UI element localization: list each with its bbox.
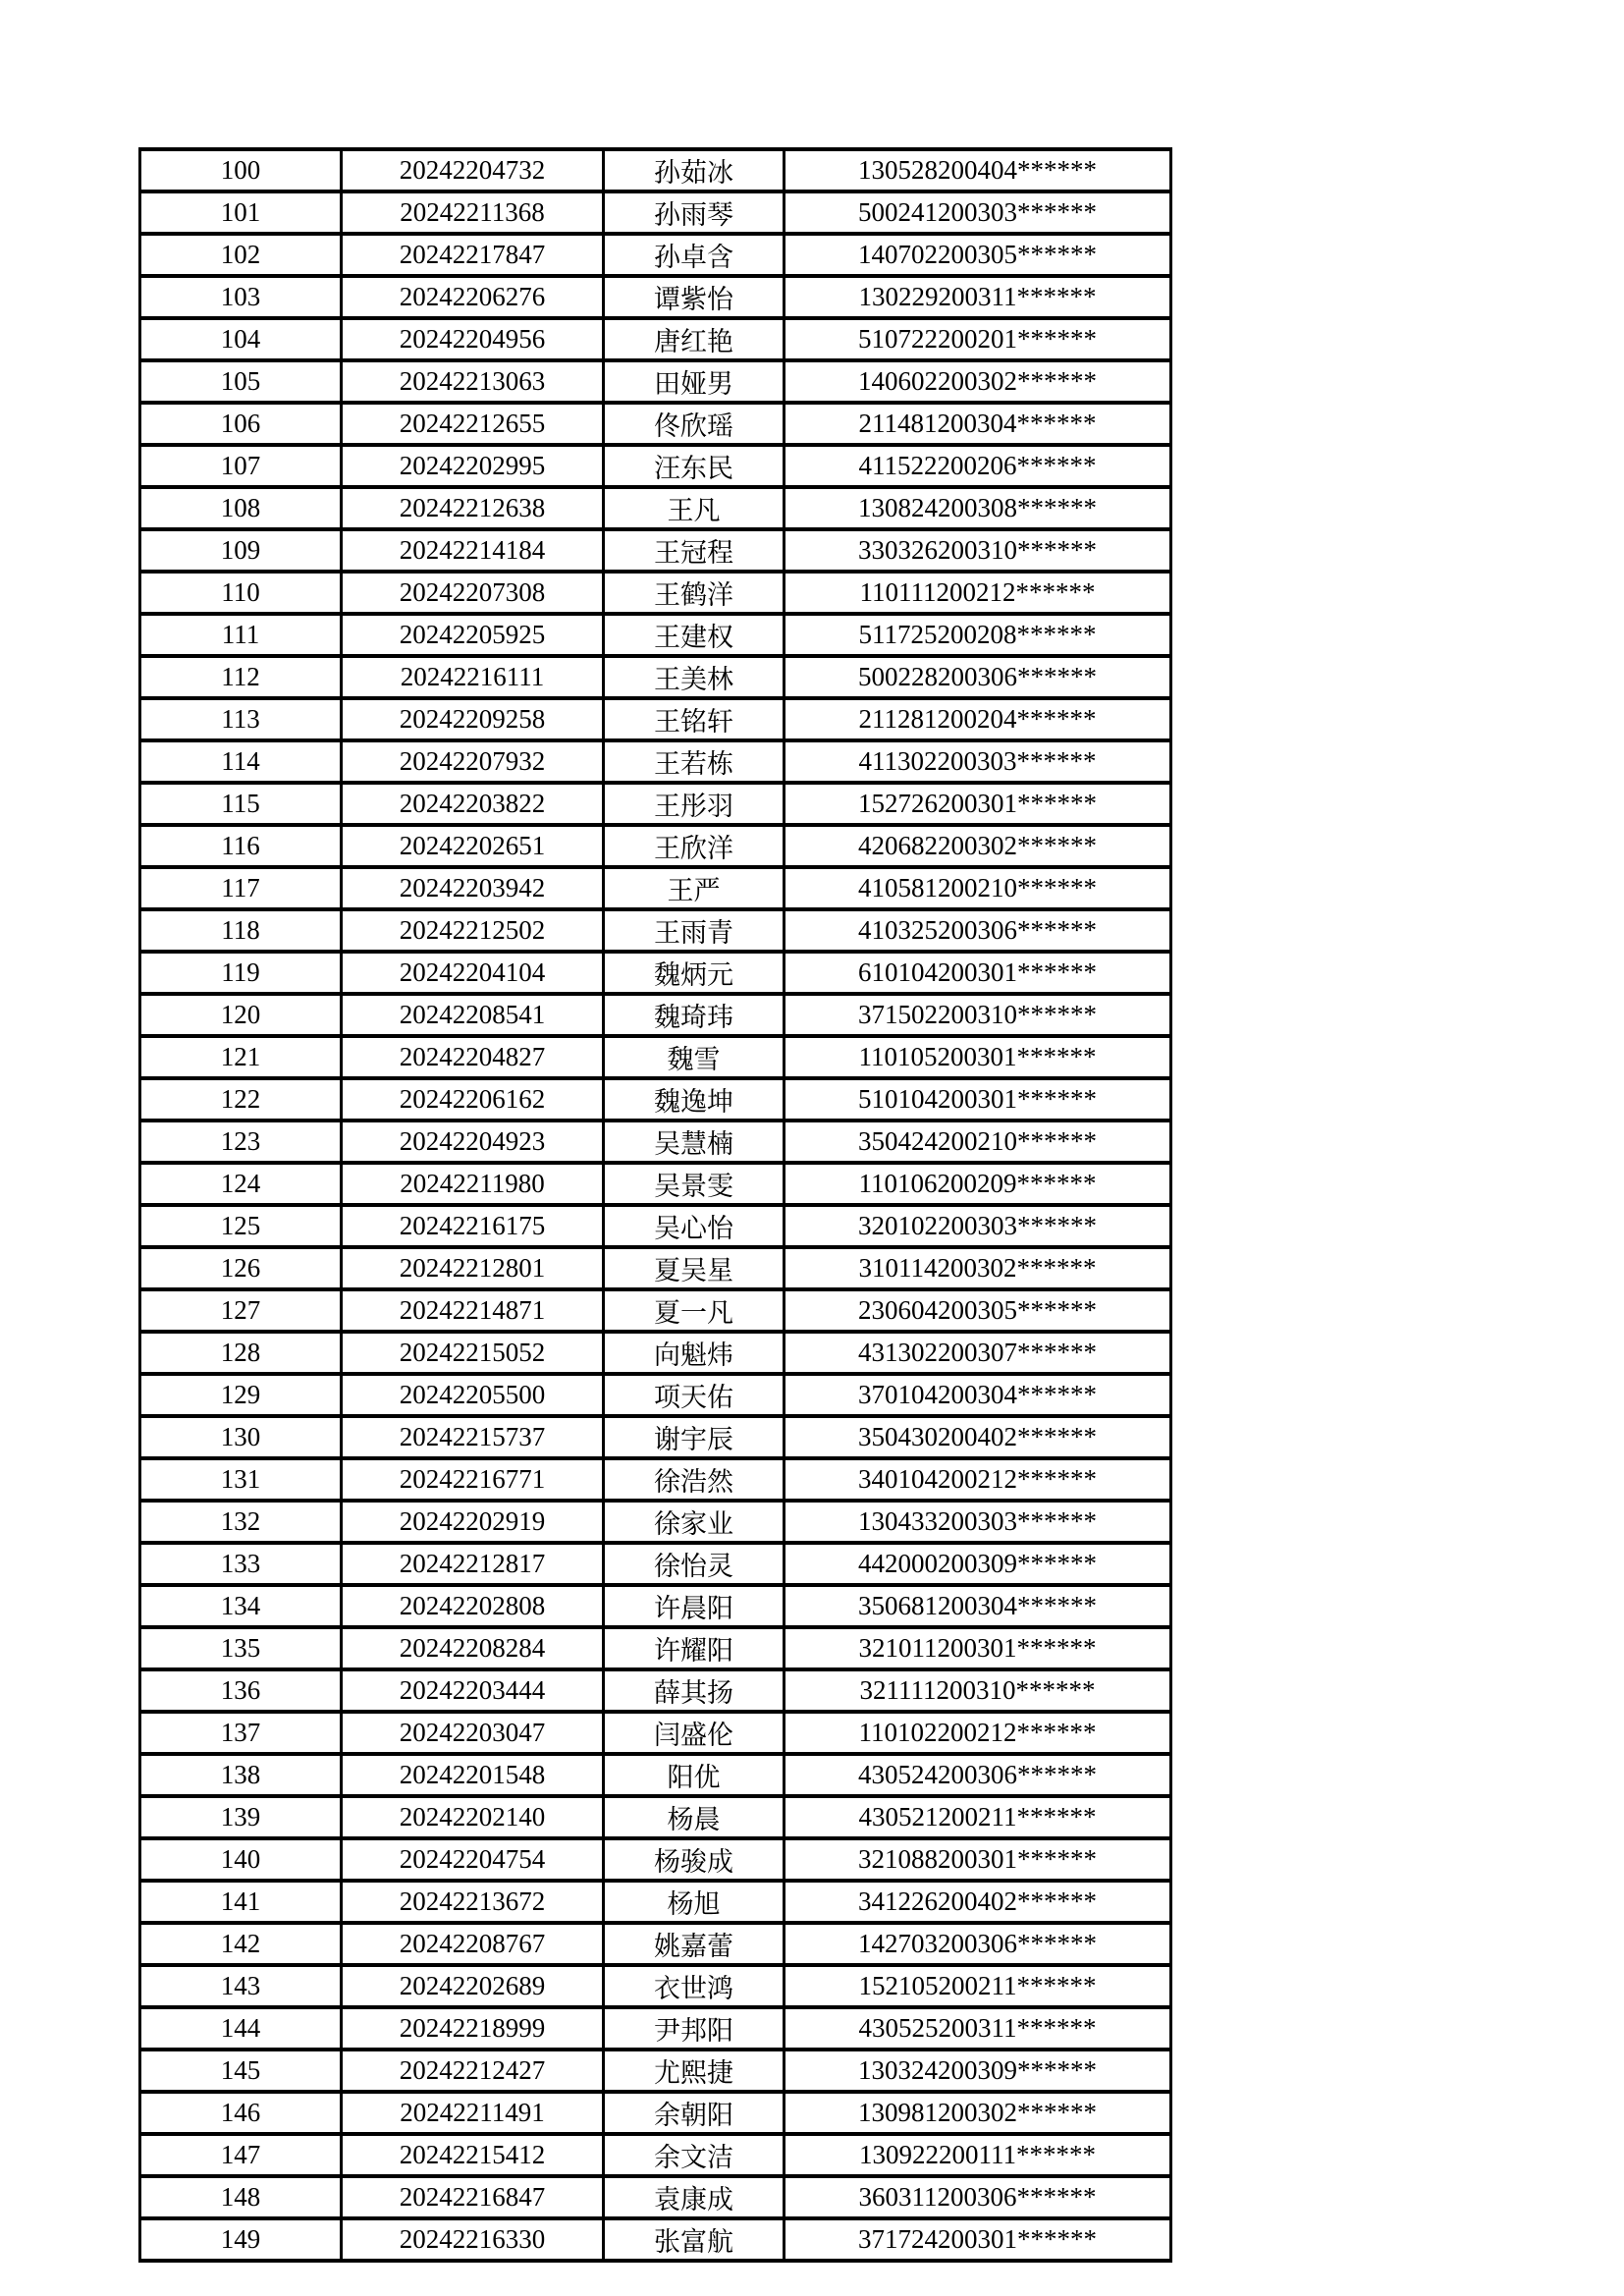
cell-registration-number: 20242203942 xyxy=(342,867,604,909)
cell-name: 孙卓含 xyxy=(604,234,785,276)
cell-id-number: 142703200306****** xyxy=(785,1923,1171,1965)
cell-registration-number: 20242202689 xyxy=(342,1965,604,2007)
cell-index: 144 xyxy=(140,2007,342,2050)
cell-id-number: 610104200301****** xyxy=(785,952,1171,994)
cell-id-number: 110111200212****** xyxy=(785,572,1171,614)
table-row xyxy=(140,1881,1171,1923)
table-row xyxy=(140,1458,1171,1501)
cell-index: 130 xyxy=(140,1416,342,1458)
cell-index: 101 xyxy=(140,191,342,234)
cell-index: 139 xyxy=(140,1796,342,1838)
cell-name: 王严 xyxy=(604,867,785,909)
table-row xyxy=(140,1923,1171,1965)
cell-index: 136 xyxy=(140,1669,342,1712)
cell-index: 125 xyxy=(140,1205,342,1247)
cell-name: 王欣洋 xyxy=(604,825,785,867)
roster-table-body xyxy=(140,149,1171,2261)
cell-name: 吴景雯 xyxy=(604,1163,785,1205)
table-row xyxy=(140,1163,1171,1205)
cell-index: 126 xyxy=(140,1247,342,1289)
table-row xyxy=(140,487,1171,529)
cell-name: 许耀阳 xyxy=(604,1627,785,1669)
cell-index: 129 xyxy=(140,1374,342,1416)
cell-id-number: 371724200301****** xyxy=(785,2218,1171,2261)
table-row xyxy=(140,994,1171,1036)
cell-index: 140 xyxy=(140,1838,342,1881)
table-row xyxy=(140,825,1171,867)
cell-id-number: 350681200304****** xyxy=(785,1585,1171,1627)
cell-name: 田娅男 xyxy=(604,360,785,403)
cell-registration-number: 20242216847 xyxy=(342,2176,604,2218)
cell-name: 杨旭 xyxy=(604,1881,785,1923)
cell-index: 149 xyxy=(140,2218,342,2261)
cell-id-number: 211481200304****** xyxy=(785,403,1171,445)
cell-registration-number: 20242206276 xyxy=(342,276,604,318)
cell-id-number: 110106200209****** xyxy=(785,1163,1171,1205)
cell-registration-number: 20242216771 xyxy=(342,1458,604,1501)
cell-id-number: 411522200206****** xyxy=(785,445,1171,487)
table-row xyxy=(140,2007,1171,2050)
table-row xyxy=(140,1669,1171,1712)
table-row xyxy=(140,2134,1171,2176)
cell-index: 146 xyxy=(140,2092,342,2134)
cell-index: 112 xyxy=(140,656,342,698)
table-row xyxy=(140,1036,1171,1078)
cell-registration-number: 20242214184 xyxy=(342,529,604,572)
cell-registration-number: 20242208284 xyxy=(342,1627,604,1669)
cell-registration-number: 20242215412 xyxy=(342,2134,604,2176)
cell-index: 131 xyxy=(140,1458,342,1501)
cell-index: 106 xyxy=(140,403,342,445)
cell-registration-number: 20242202808 xyxy=(342,1585,604,1627)
cell-id-number: 321111200310****** xyxy=(785,1669,1171,1712)
cell-id-number: 152105200211****** xyxy=(785,1965,1171,2007)
table-row xyxy=(140,698,1171,740)
cell-id-number: 130528200404****** xyxy=(785,149,1171,191)
cell-index: 137 xyxy=(140,1712,342,1754)
cell-name: 王凡 xyxy=(604,487,785,529)
cell-id-number: 420682200302****** xyxy=(785,825,1171,867)
cell-id-number: 430521200211****** xyxy=(785,1796,1171,1838)
cell-name: 许晨阳 xyxy=(604,1585,785,1627)
cell-name: 王鹤洋 xyxy=(604,572,785,614)
cell-index: 128 xyxy=(140,1332,342,1374)
cell-id-number: 230604200305****** xyxy=(785,1289,1171,1332)
cell-registration-number: 20242204827 xyxy=(342,1036,604,1078)
cell-id-number: 430525200311****** xyxy=(785,2007,1171,2050)
cell-name: 姚嘉蕾 xyxy=(604,1923,785,1965)
cell-name: 吴慧楠 xyxy=(604,1121,785,1163)
cell-name: 佟欣瑶 xyxy=(604,403,785,445)
table-row xyxy=(140,2050,1171,2092)
cell-name: 唐红艳 xyxy=(604,318,785,360)
cell-registration-number: 20242208767 xyxy=(342,1923,604,1965)
cell-registration-number: 20242212427 xyxy=(342,2050,604,2092)
table-row xyxy=(140,445,1171,487)
table-row xyxy=(140,1289,1171,1332)
table-row xyxy=(140,1627,1171,1669)
cell-index: 132 xyxy=(140,1501,342,1543)
cell-name: 谢宇辰 xyxy=(604,1416,785,1458)
cell-name: 孙雨琴 xyxy=(604,191,785,234)
cell-name: 张富航 xyxy=(604,2218,785,2261)
table-row xyxy=(140,952,1171,994)
cell-index: 117 xyxy=(140,867,342,909)
cell-registration-number: 20242207308 xyxy=(342,572,604,614)
cell-id-number: 310114200302****** xyxy=(785,1247,1171,1289)
table-row xyxy=(140,1543,1171,1585)
cell-name: 尤熙捷 xyxy=(604,2050,785,2092)
cell-registration-number: 20242204104 xyxy=(342,952,604,994)
table-row xyxy=(140,360,1171,403)
cell-name: 汪东民 xyxy=(604,445,785,487)
cell-name: 薛其扬 xyxy=(604,1669,785,1712)
cell-index: 104 xyxy=(140,318,342,360)
cell-registration-number: 20242209258 xyxy=(342,698,604,740)
cell-id-number: 350424200210****** xyxy=(785,1121,1171,1163)
cell-id-number: 341226200402****** xyxy=(785,1881,1171,1923)
cell-registration-number: 20242213672 xyxy=(342,1881,604,1923)
cell-registration-number: 20242212801 xyxy=(342,1247,604,1289)
cell-registration-number: 20242212638 xyxy=(342,487,604,529)
cell-registration-number: 20242202995 xyxy=(342,445,604,487)
cell-name: 闫盛伦 xyxy=(604,1712,785,1754)
table-row xyxy=(140,740,1171,783)
table-row xyxy=(140,2218,1171,2261)
cell-registration-number: 20242216330 xyxy=(342,2218,604,2261)
cell-index: 124 xyxy=(140,1163,342,1205)
cell-index: 114 xyxy=(140,740,342,783)
cell-registration-number: 20242204754 xyxy=(342,1838,604,1881)
table-row xyxy=(140,867,1171,909)
cell-id-number: 510104200301****** xyxy=(785,1078,1171,1121)
cell-index: 111 xyxy=(140,614,342,656)
cell-registration-number: 20242203822 xyxy=(342,783,604,825)
table-row xyxy=(140,1374,1171,1416)
cell-id-number: 152726200301****** xyxy=(785,783,1171,825)
cell-name: 向魁炜 xyxy=(604,1332,785,1374)
cell-id-number: 510722200201****** xyxy=(785,318,1171,360)
table-row xyxy=(140,234,1171,276)
cell-index: 100 xyxy=(140,149,342,191)
cell-id-number: 130824200308****** xyxy=(785,487,1171,529)
table-row xyxy=(140,1754,1171,1796)
cell-registration-number: 20242205925 xyxy=(342,614,604,656)
table-row xyxy=(140,1078,1171,1121)
cell-id-number: 140602200302****** xyxy=(785,360,1171,403)
cell-index: 105 xyxy=(140,360,342,403)
cell-registration-number: 20242213063 xyxy=(342,360,604,403)
cell-name: 徐浩然 xyxy=(604,1458,785,1501)
cell-id-number: 442000200309****** xyxy=(785,1543,1171,1585)
cell-registration-number: 20242206162 xyxy=(342,1078,604,1121)
cell-index: 109 xyxy=(140,529,342,572)
table-row xyxy=(140,656,1171,698)
table-row xyxy=(140,1585,1171,1627)
cell-registration-number: 20242212502 xyxy=(342,909,604,952)
roster-table xyxy=(138,147,1172,2263)
cell-index: 119 xyxy=(140,952,342,994)
cell-name: 谭紫怡 xyxy=(604,276,785,318)
cell-id-number: 410325200306****** xyxy=(785,909,1171,952)
cell-index: 108 xyxy=(140,487,342,529)
table-row xyxy=(140,403,1171,445)
cell-registration-number: 20242201548 xyxy=(342,1754,604,1796)
table-row xyxy=(140,614,1171,656)
table-row xyxy=(140,1121,1171,1163)
cell-name: 余文洁 xyxy=(604,2134,785,2176)
cell-index: 135 xyxy=(140,1627,342,1669)
table-row xyxy=(140,1416,1171,1458)
cell-name: 王美林 xyxy=(604,656,785,698)
cell-name: 孙茹冰 xyxy=(604,149,785,191)
cell-name: 王铭轩 xyxy=(604,698,785,740)
cell-id-number: 130433200303****** xyxy=(785,1501,1171,1543)
cell-name: 杨骏成 xyxy=(604,1838,785,1881)
cell-registration-number: 20242202919 xyxy=(342,1501,604,1543)
cell-registration-number: 20242212817 xyxy=(342,1543,604,1585)
cell-registration-number: 20242208541 xyxy=(342,994,604,1036)
cell-name: 吴心怡 xyxy=(604,1205,785,1247)
cell-name: 徐家业 xyxy=(604,1501,785,1543)
cell-registration-number: 20242214871 xyxy=(342,1289,604,1332)
cell-id-number: 140702200305****** xyxy=(785,234,1171,276)
table-row xyxy=(140,1205,1171,1247)
cell-name: 夏一凡 xyxy=(604,1289,785,1332)
cell-id-number: 360311200306****** xyxy=(785,2176,1171,2218)
cell-name: 夏吴星 xyxy=(604,1247,785,1289)
cell-name: 魏逸坤 xyxy=(604,1078,785,1121)
cell-index: 147 xyxy=(140,2134,342,2176)
table-row xyxy=(140,1965,1171,2007)
cell-id-number: 110102200212****** xyxy=(785,1712,1171,1754)
cell-registration-number: 20242216175 xyxy=(342,1205,604,1247)
cell-registration-number: 20242203444 xyxy=(342,1669,604,1712)
table-row xyxy=(140,1332,1171,1374)
table-row xyxy=(140,276,1171,318)
cell-registration-number: 20242212655 xyxy=(342,403,604,445)
cell-index: 103 xyxy=(140,276,342,318)
cell-id-number: 411302200303****** xyxy=(785,740,1171,783)
cell-id-number: 430524200306****** xyxy=(785,1754,1171,1796)
cell-registration-number: 20242203047 xyxy=(342,1712,604,1754)
table-row xyxy=(140,1838,1171,1881)
table-row xyxy=(140,2176,1171,2218)
table-row xyxy=(140,318,1171,360)
cell-index: 122 xyxy=(140,1078,342,1121)
cell-id-number: 330326200310****** xyxy=(785,529,1171,572)
cell-registration-number: 20242216111 xyxy=(342,656,604,698)
cell-registration-number: 20242215052 xyxy=(342,1332,604,1374)
cell-registration-number: 20242218999 xyxy=(342,2007,604,2050)
table-row xyxy=(140,1247,1171,1289)
cell-registration-number: 20242211980 xyxy=(342,1163,604,1205)
cell-name: 袁康成 xyxy=(604,2176,785,2218)
cell-id-number: 370104200304****** xyxy=(785,1374,1171,1416)
cell-name: 王建权 xyxy=(604,614,785,656)
cell-registration-number: 20242204923 xyxy=(342,1121,604,1163)
cell-registration-number: 20242207932 xyxy=(342,740,604,783)
cell-id-number: 130229200311****** xyxy=(785,276,1171,318)
table-row xyxy=(140,783,1171,825)
cell-name: 王冠程 xyxy=(604,529,785,572)
cell-index: 116 xyxy=(140,825,342,867)
cell-name: 王彤羽 xyxy=(604,783,785,825)
cell-registration-number: 20242204956 xyxy=(342,318,604,360)
cell-id-number: 431302200307****** xyxy=(785,1332,1171,1374)
cell-index: 121 xyxy=(140,1036,342,1078)
cell-name: 魏雪 xyxy=(604,1036,785,1078)
cell-registration-number: 20242211491 xyxy=(342,2092,604,2134)
cell-name: 徐怡灵 xyxy=(604,1543,785,1585)
cell-index: 120 xyxy=(140,994,342,1036)
cell-name: 项天佑 xyxy=(604,1374,785,1416)
cell-id-number: 320102200303****** xyxy=(785,1205,1171,1247)
cell-id-number: 211281200204****** xyxy=(785,698,1171,740)
cell-id-number: 130981200302****** xyxy=(785,2092,1171,2134)
cell-registration-number: 20242215737 xyxy=(342,1416,604,1458)
cell-registration-number: 20242202651 xyxy=(342,825,604,867)
cell-index: 138 xyxy=(140,1754,342,1796)
cell-index: 141 xyxy=(140,1881,342,1923)
cell-name: 尹邦阳 xyxy=(604,2007,785,2050)
cell-index: 118 xyxy=(140,909,342,952)
cell-name: 余朝阳 xyxy=(604,2092,785,2134)
cell-name: 魏琦玮 xyxy=(604,994,785,1036)
table-row xyxy=(140,1501,1171,1543)
cell-index: 134 xyxy=(140,1585,342,1627)
cell-index: 133 xyxy=(140,1543,342,1585)
table-row xyxy=(140,1796,1171,1838)
table-row xyxy=(140,1712,1171,1754)
cell-index: 123 xyxy=(140,1121,342,1163)
cell-registration-number: 20242204732 xyxy=(342,149,604,191)
cell-index: 142 xyxy=(140,1923,342,1965)
cell-index: 110 xyxy=(140,572,342,614)
table-row xyxy=(140,572,1171,614)
cell-id-number: 350430200402****** xyxy=(785,1416,1171,1458)
cell-name: 阳优 xyxy=(604,1754,785,1796)
cell-id-number: 110105200301****** xyxy=(785,1036,1171,1078)
table-row xyxy=(140,2092,1171,2134)
cell-index: 102 xyxy=(140,234,342,276)
cell-id-number: 371502200310****** xyxy=(785,994,1171,1036)
table-row xyxy=(140,149,1171,191)
cell-id-number: 500241200303****** xyxy=(785,191,1171,234)
cell-registration-number: 20242217847 xyxy=(342,234,604,276)
cell-registration-number: 20242211368 xyxy=(342,191,604,234)
cell-registration-number: 20242202140 xyxy=(342,1796,604,1838)
cell-name: 杨晨 xyxy=(604,1796,785,1838)
cell-index: 143 xyxy=(140,1965,342,2007)
cell-id-number: 321011200301****** xyxy=(785,1627,1171,1669)
cell-index: 115 xyxy=(140,783,342,825)
cell-index: 127 xyxy=(140,1289,342,1332)
cell-index: 107 xyxy=(140,445,342,487)
cell-index: 145 xyxy=(140,2050,342,2092)
table-row xyxy=(140,529,1171,572)
cell-id-number: 340104200212****** xyxy=(785,1458,1171,1501)
cell-id-number: 321088200301****** xyxy=(785,1838,1171,1881)
cell-index: 113 xyxy=(140,698,342,740)
cell-id-number: 511725200208****** xyxy=(785,614,1171,656)
cell-id-number: 130922200111****** xyxy=(785,2134,1171,2176)
cell-id-number: 410581200210****** xyxy=(785,867,1171,909)
cell-id-number: 500228200306****** xyxy=(785,656,1171,698)
cell-index: 148 xyxy=(140,2176,342,2218)
cell-name: 魏炳元 xyxy=(604,952,785,994)
cell-registration-number: 20242205500 xyxy=(342,1374,604,1416)
cell-name: 王若栋 xyxy=(604,740,785,783)
table-row xyxy=(140,191,1171,234)
cell-id-number: 130324200309****** xyxy=(785,2050,1171,2092)
cell-name: 衣世鸿 xyxy=(604,1965,785,2007)
cell-name: 王雨青 xyxy=(604,909,785,952)
table-row xyxy=(140,909,1171,952)
